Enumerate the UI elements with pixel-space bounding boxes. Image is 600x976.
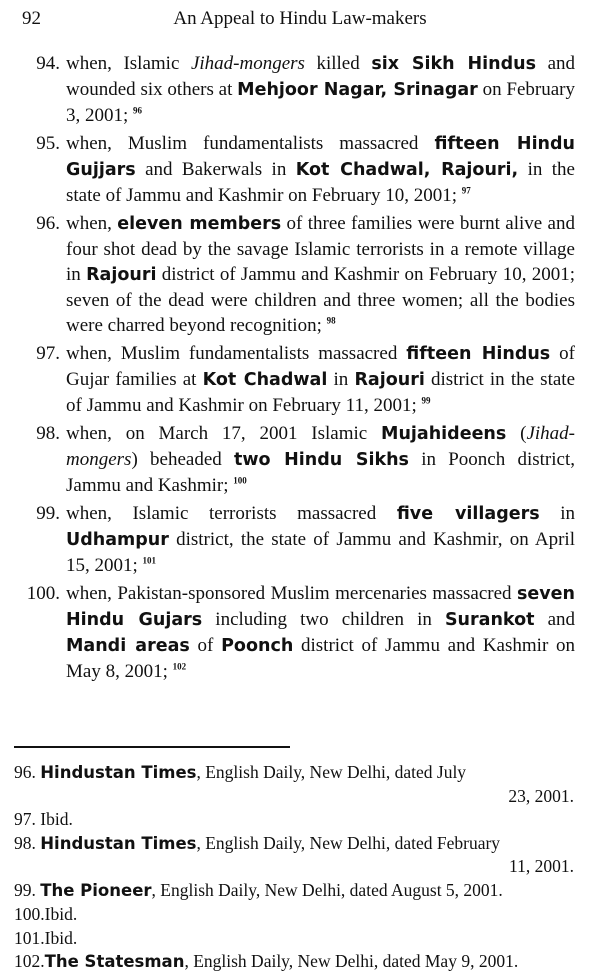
footnote-ref: 102 [172, 661, 187, 672]
footnote-number: 97. [14, 809, 36, 829]
text-run: including two children in [202, 609, 445, 630]
list-item [20, 51, 575, 128]
footnote-text: , English Daily, New Delhi, dated July [196, 762, 467, 782]
text-run: two Hindu Sikhs [234, 450, 409, 470]
item-number: 95. [36, 133, 60, 154]
item-text [66, 341, 575, 418]
footnote-number: 102. [14, 951, 45, 971]
item-number: 100. [26, 583, 60, 604]
footnote [14, 903, 574, 926]
text-run: of three families were burnt alive and four shot dead by the savage Islamic terrorists in a remote village in [66, 213, 575, 285]
text-run: district of Jammu and Kashmir on May 8, 2001; [66, 635, 575, 682]
text-run: in [539, 503, 575, 524]
item-number: 97. [36, 343, 60, 364]
footnote [14, 761, 574, 807]
footnote-ref: 100 [233, 475, 247, 486]
text-run: Mujahideens [381, 424, 507, 444]
footnote-ref: 97 [461, 185, 471, 196]
text-run: and Bakerwals in [135, 159, 296, 180]
text-run: of Gujar families at [66, 343, 576, 390]
text-run: five villagers [396, 504, 540, 524]
text-run: on February 3, 2001; [66, 79, 575, 126]
text-run: six Sikh Hindus [371, 54, 537, 74]
text-run: when, Muslim fundamentalists massacred [66, 133, 435, 154]
footnotes [14, 761, 574, 975]
text-run: Udhampur [66, 530, 169, 550]
list-item [20, 581, 575, 684]
text-run: eleven members [117, 214, 282, 234]
text-run: district, the state of Jammu and Kashmir, on April 15, 2001; [66, 529, 575, 576]
text-run: ( [506, 423, 527, 444]
footnote-text: , English Daily, New Delhi, dated May 9, 2001. [184, 951, 519, 971]
footnote-source: Hindustan Times [40, 833, 197, 853]
text-run: Jihad-mongers [190, 53, 305, 74]
item-number: 98. [36, 423, 60, 444]
footnote-number: 101. [14, 927, 45, 948]
text-run: Rajouri [86, 265, 157, 285]
text-run: Kot Chadwal [202, 370, 328, 390]
text-run: when, [66, 213, 118, 234]
page-number: 92 [22, 8, 41, 29]
footnote-text: , English Daily, New Delhi, dated February [196, 832, 501, 853]
item-text [66, 421, 575, 498]
text-run: killed [304, 53, 372, 74]
footnote [14, 832, 574, 878]
item-number: 96. [36, 213, 60, 234]
footnote-ref: 96 [133, 105, 143, 116]
footnote-divider [14, 746, 290, 748]
text-run: Surankot [444, 610, 535, 630]
text-run: in the state of Jammu and Kashmir on February 10, 2001; [66, 159, 575, 206]
item-text [66, 211, 575, 338]
list-item [20, 421, 575, 498]
page-header [0, 8, 600, 34]
footnote-number: 98. [14, 832, 36, 853]
footnote-source: The Statesman [44, 952, 185, 971]
text-run: when, Islamic [66, 53, 191, 74]
footnote-ref: 98 [326, 315, 336, 326]
item-text [66, 581, 575, 684]
text-run: in [327, 369, 355, 390]
list-item [20, 211, 575, 338]
text-run: in Poonch district, Jammu and Kashmir; [66, 449, 575, 496]
numbered-list [20, 51, 575, 687]
list-item [20, 501, 575, 578]
footnote-continuation: 11, 2001. [509, 856, 574, 876]
footnote-text: Ibid. [44, 927, 78, 948]
footnote-continuation: 23, 2001. [508, 785, 574, 806]
list-item [20, 341, 575, 418]
text-run: when, Islamic terrorists massacred [66, 503, 397, 524]
footnote-text: Ibid. [40, 809, 73, 829]
item-number: 99. [36, 503, 60, 524]
footnote-text: Ibid. [44, 904, 78, 924]
text-run: and [534, 609, 576, 630]
footnote [14, 879, 574, 903]
text-run: when, on March 17, 2001 Islamic [66, 423, 382, 444]
footnote-source: The Pioneer [40, 880, 152, 900]
footnote-text: , English Daily, New Delhi, dated August 5, 2001. [151, 879, 503, 900]
item-text [66, 131, 575, 208]
footnote-ref: 101 [142, 555, 157, 566]
footnote [14, 808, 574, 831]
text-run: ) beheaded [131, 449, 235, 470]
text-run: Rajouri [354, 370, 425, 390]
text-run: district of Jammu and Kashmir on February 10, 2001; seven of the dead were children and three women; all the bodies were charred beyond recognition; [66, 264, 576, 336]
text-run: when, Pakistan-sponsored Muslim mercenaries massacred [66, 583, 517, 604]
text-run: fifteen Hindus [406, 344, 551, 364]
text-run: Poonch [221, 636, 294, 656]
item-text [66, 501, 575, 578]
text-run: Mandi areas [66, 636, 190, 656]
text-run: Jihad-mongers [66, 423, 575, 470]
footnote-number: 99. [14, 879, 36, 900]
running-title: An Appeal to Hindu Law-makers [173, 8, 427, 29]
text-run: fifteen Hindu Gujjars [66, 134, 576, 180]
text-run: Kot Chadwal, Rajouri, [295, 160, 519, 180]
text-run: and wounded six others at [66, 53, 576, 100]
text-run: seven Hindu Gujars [66, 584, 575, 630]
item-text [66, 51, 575, 128]
footnote [14, 950, 574, 974]
text-run: district in the state of Jammu and Kashmir on February 11, 2001; [66, 369, 575, 416]
text-run: of [189, 635, 222, 656]
text-run: Mehjoor Nagar, Srinagar [237, 80, 478, 100]
footnote-number: 100. [14, 904, 45, 924]
footnote-ref: 99 [421, 395, 431, 406]
text-run: when, Muslim fundamentalists massacred [66, 343, 407, 364]
footnote-source: Hindustan Times [40, 763, 197, 782]
item-number: 94. [36, 53, 60, 74]
list-item [20, 131, 575, 208]
footnote [14, 927, 574, 950]
footnote-number: 96. [14, 762, 36, 782]
